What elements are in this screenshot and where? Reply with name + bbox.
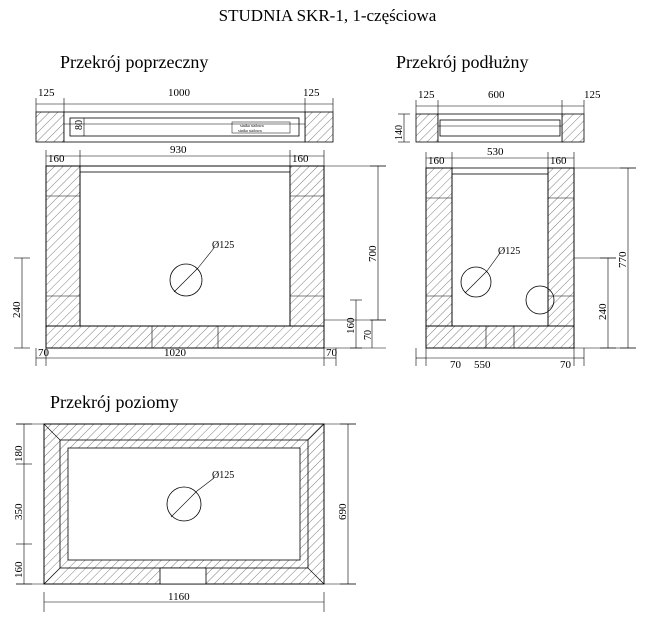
- dim-base-left-long: 70: [450, 359, 461, 371]
- dim-cover-thickness-long: 140: [394, 125, 405, 140]
- svg-text:siatka stalowa: siatka stalowa: [238, 128, 262, 133]
- dim-wall-bottom-plan: 160: [13, 561, 25, 578]
- view-plan-section: [13, 424, 356, 612]
- dim-base-width-long: 550: [474, 359, 491, 371]
- dim-height-wall-cross: 240: [11, 301, 23, 318]
- view-cross-section: [11, 87, 386, 366]
- label-pipe-long: Ø125: [498, 246, 521, 257]
- dim-total-depth-plan: 690: [337, 503, 349, 520]
- section-title-long: Przekrój podłużny: [396, 52, 529, 72]
- dim-cover-right-width: 125: [303, 87, 320, 99]
- dim-wall-top-plan: 180: [13, 445, 25, 462]
- dim-height-total-long: 770: [617, 251, 629, 268]
- svg-text:siatka stalowa: siatka stalowa: [240, 123, 264, 128]
- dim-cover-left-width-long: 125: [418, 89, 435, 101]
- dim-cover-thickness: 80: [74, 120, 85, 130]
- dim-base-right-long: 70: [560, 359, 571, 371]
- dim-wall-right-long: 160: [550, 155, 567, 167]
- dim-cover-span: 1000: [168, 87, 190, 99]
- label-pipe-plan: Ø125: [212, 470, 235, 481]
- dim-total-width-plan: 1160: [168, 591, 190, 603]
- dim-height-base-long: 240: [597, 303, 609, 320]
- section-title-cross: Przekrój poprzeczny: [60, 52, 209, 72]
- page-title: STUDNIA SKR-1, 1-częściowa: [218, 6, 437, 25]
- dim-wall-left-long: 160: [428, 155, 445, 167]
- dim-cover-right-width-long: 125: [584, 89, 601, 101]
- dim-height-small-cross: 70: [363, 330, 374, 340]
- dim-wall-right-cross: 160: [292, 153, 309, 165]
- dim-inner-width-long: 530: [487, 146, 504, 158]
- label-pipe-cross: Ø125: [212, 240, 235, 251]
- dim-height-base-cross: 160: [345, 317, 357, 334]
- dim-cover-span-long: 600: [488, 89, 505, 101]
- view-longitudinal-section: [394, 89, 636, 371]
- dim-base-left-cross: 70: [38, 347, 49, 359]
- dim-wall-left-cross: 160: [48, 153, 65, 165]
- dim-inner-depth-plan: 350: [13, 503, 25, 520]
- dim-height-total-cross: 700: [367, 245, 379, 262]
- dim-inner-width-cross: 930: [170, 144, 187, 156]
- dim-cover-left-width: 125: [38, 87, 55, 99]
- section-title-plan: Przekrój poziomy: [50, 392, 179, 412]
- dim-base-width-cross: 1020: [164, 347, 186, 359]
- dim-base-right-cross: 70: [326, 347, 337, 359]
